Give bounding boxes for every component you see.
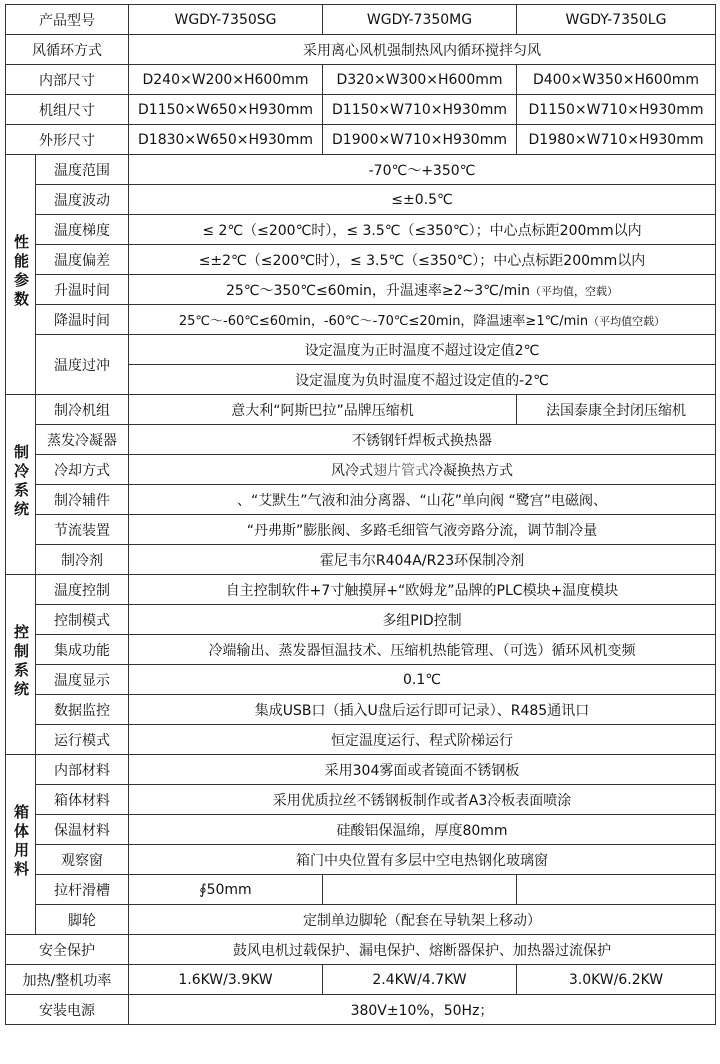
model-lg: WGDY-7350LG bbox=[517, 5, 716, 35]
safety-label: 安全保护 bbox=[6, 935, 129, 965]
temp-range-value: -70℃～+350℃ bbox=[129, 155, 716, 185]
window-value: 箱门中央位置有多层中空电热钢化玻璃窗 bbox=[129, 845, 716, 875]
heat-time-cell bbox=[129, 275, 716, 305]
table-row bbox=[6, 215, 716, 245]
inner-size-sg: D240×W200×H600mm bbox=[129, 65, 323, 95]
cool-time-value: 25℃～-60℃≤60min，-60℃～-70℃≤20min，降温速率≥1℃/min bbox=[178, 314, 589, 329]
cooling-value-c: 冷凝换热方式 bbox=[429, 462, 513, 479]
table-row bbox=[6, 635, 716, 665]
slot-empty-mg bbox=[323, 875, 517, 905]
display-value: 0.1℃ bbox=[129, 665, 716, 695]
group-refrigeration bbox=[6, 395, 36, 575]
table-row bbox=[6, 725, 716, 755]
temp-control-label: 温度控制 bbox=[36, 575, 129, 605]
outer-size-sg: D1830×W650×H930mm bbox=[129, 125, 323, 155]
table-row bbox=[6, 5, 716, 35]
overshoot-line2: 设定温度为负时温度不超过设定值的-2℃ bbox=[129, 365, 716, 395]
run-mode-value: 恒定温度运行、程式阶梯运行 bbox=[129, 725, 716, 755]
table-row bbox=[6, 575, 716, 605]
integration-value: 冷端输出、蒸发器恒温技术、压缩机热能管理、（可选）循环风机变频 bbox=[129, 635, 716, 665]
refrigerant-value: 霍尼韦尔R404A/R23环保制冷剂 bbox=[129, 545, 716, 575]
power-sg: 1.6KW/3.9KW bbox=[129, 965, 323, 995]
table-row bbox=[6, 845, 716, 875]
supply-label: 安装电源 bbox=[6, 995, 129, 1025]
inner-size-mg: D320×W300×H600mm bbox=[323, 65, 517, 95]
refrig-unit-b: 法国泰康全封闭压缩机 bbox=[517, 395, 716, 425]
unit-size-lg: D1150×W710×H930mm bbox=[517, 95, 716, 125]
table-row bbox=[6, 485, 716, 515]
table-row bbox=[6, 515, 716, 545]
cooling-value-b: 翅片管式 bbox=[373, 462, 429, 479]
refrig-unit-a: 意大利“阿斯巴拉”品牌压缩机 bbox=[129, 395, 517, 425]
evaporator-value: 不锈钢钎焊板式换热器 bbox=[129, 425, 716, 455]
outer-size-label: 外形尺寸 bbox=[6, 125, 129, 155]
outer-size-mg: D1900×W710×H930mm bbox=[323, 125, 517, 155]
inner-size-lg: D400×W350×H600mm bbox=[517, 65, 716, 95]
table-row bbox=[6, 305, 716, 335]
table-row bbox=[6, 155, 716, 185]
inner-material-value: 采用304雾面或者镜面不锈钢板 bbox=[129, 755, 716, 785]
outer-size-lg: D1980×W710×H930mm bbox=[517, 125, 716, 155]
slot-empty-lg bbox=[517, 875, 716, 905]
group-materials-label: 箱体用料 bbox=[12, 803, 30, 880]
table-row bbox=[6, 545, 716, 575]
monitoring-label: 数据监控 bbox=[36, 695, 129, 725]
accessories-label: 制冷辅件 bbox=[36, 485, 129, 515]
unit-size-label: 机组尺寸 bbox=[6, 95, 129, 125]
overshoot-line1: 设定温度为正时温度不超过设定值2℃ bbox=[129, 335, 716, 365]
accessories-value: 、“艾默生”气液和油分离器、“山花”单向阀 “鹭宫”电磁阀、 bbox=[129, 485, 716, 515]
group-refrigeration-label: 制冷系统 bbox=[12, 443, 30, 520]
circulation-label: 风循环方式 bbox=[6, 35, 129, 65]
heat-time-value: 25℃～350℃≤60min，升温速率≥2~3℃/min bbox=[225, 282, 531, 299]
temp-fluct-label: 温度波动 bbox=[36, 185, 129, 215]
table-row bbox=[6, 965, 716, 995]
temp-range-label: 温度范围 bbox=[36, 155, 129, 185]
table-row bbox=[6, 755, 716, 785]
model-label: 产品型号 bbox=[6, 5, 129, 35]
insulation-value: 硅酸铝保温绵，厚度80mm bbox=[129, 815, 716, 845]
table-row bbox=[6, 905, 716, 935]
group-materials bbox=[6, 755, 36, 935]
cool-time-note: （平均值空载） bbox=[588, 315, 666, 328]
caster-value: 定制单边脚轮（配套在导轨架上移动） bbox=[129, 905, 716, 935]
power-label: 加热/整机功率 bbox=[6, 965, 129, 995]
control-mode-label: 控制模式 bbox=[36, 605, 129, 635]
slot-label: 拉杆滑槽 bbox=[36, 875, 129, 905]
table-row bbox=[6, 995, 716, 1025]
table-row bbox=[6, 275, 716, 305]
group-performance bbox=[6, 155, 36, 395]
temp-gradient-value: ≤ 2℃（≤200℃时），≤ 3.5℃（≤350℃）；中心点标距200mm以内 bbox=[129, 215, 716, 245]
table-row bbox=[6, 455, 716, 485]
caster-label: 脚轮 bbox=[36, 905, 129, 935]
box-material-value: 采用优质拉丝不锈钢板制作或者A3冷板表面喷涂 bbox=[129, 785, 716, 815]
display-label: 温度显示 bbox=[36, 665, 129, 695]
refrig-unit-label: 制冷机组 bbox=[36, 395, 129, 425]
temp-deviation-label: 温度偏差 bbox=[36, 245, 129, 275]
table-row bbox=[6, 425, 716, 455]
table-row bbox=[6, 395, 716, 425]
temp-control-value: 自主控制软件+7寸触摸屏+“欧姆龙”品牌的PLC模块+温度模块 bbox=[129, 575, 716, 605]
heat-time-note: （平均值，空载） bbox=[530, 284, 619, 298]
integration-label: 集成功能 bbox=[36, 635, 129, 665]
heat-time-label: 升温时间 bbox=[36, 275, 129, 305]
table-row bbox=[6, 665, 716, 695]
throttle-label: 节流装置 bbox=[36, 515, 129, 545]
table-row bbox=[6, 95, 716, 125]
control-mode-value: 多组PID控制 bbox=[129, 605, 716, 635]
spec-table bbox=[5, 4, 716, 1025]
cool-time-label: 降温时间 bbox=[36, 305, 129, 335]
table-row bbox=[6, 245, 716, 275]
inner-size-label: 内部尺寸 bbox=[6, 65, 129, 95]
temp-fluct-value: ≤±0.5℃ bbox=[129, 185, 716, 215]
cooling-label: 冷却方式 bbox=[36, 455, 129, 485]
group-control-label: 控制系统 bbox=[12, 623, 30, 700]
table-row bbox=[6, 875, 716, 905]
inner-material-label: 内部材料 bbox=[36, 755, 129, 785]
model-sg: WGDY-7350SG bbox=[129, 5, 323, 35]
table-row bbox=[6, 695, 716, 725]
table-row bbox=[6, 785, 716, 815]
temp-gradient-label: 温度梯度 bbox=[36, 215, 129, 245]
slot-value: ∮50mm bbox=[129, 875, 323, 905]
table-row bbox=[6, 335, 716, 365]
box-material-label: 箱体材料 bbox=[36, 785, 129, 815]
evaporator-label: 蒸发冷凝器 bbox=[36, 425, 129, 455]
refrigerant-label: 制冷剂 bbox=[36, 545, 129, 575]
table-row bbox=[6, 815, 716, 845]
cooling-cell bbox=[129, 455, 716, 485]
table-row bbox=[6, 605, 716, 635]
cooling-value-a: 风冷式 bbox=[331, 462, 373, 479]
unit-size-sg: D1150×W650×H930mm bbox=[129, 95, 323, 125]
run-mode-label: 运行模式 bbox=[36, 725, 129, 755]
monitoring-value: 集成USB口（插入U盘后运行即可记录）、R485通讯口 bbox=[129, 695, 716, 725]
table-row bbox=[6, 935, 716, 965]
table-row bbox=[6, 185, 716, 215]
table-row bbox=[6, 65, 716, 95]
power-mg: 2.4KW/4.7KW bbox=[323, 965, 517, 995]
group-performance-label: 性能参数 bbox=[12, 233, 30, 310]
temp-deviation-value: ≤±2℃（≤200℃时），≤ 3.5℃（≤350℃）；中心点标距200mm以内 bbox=[129, 245, 716, 275]
cool-time-cell bbox=[129, 305, 716, 335]
circulation-value: 采用离心风机强制热风内循环搅拌匀风 bbox=[129, 35, 716, 65]
throttle-value: “丹弗斯”膨胀阀、多路毛细管气液旁路分流，调节制冷量 bbox=[129, 515, 716, 545]
model-mg: WGDY-7350MG bbox=[323, 5, 517, 35]
window-label: 观察窗 bbox=[36, 845, 129, 875]
safety-value: 鼓风电机过载保护、漏电保护、熔断器保护、加热器过流保护 bbox=[129, 935, 716, 965]
group-control bbox=[6, 575, 36, 755]
table-row bbox=[6, 125, 716, 155]
insulation-label: 保温材料 bbox=[36, 815, 129, 845]
unit-size-mg: D1150×W710×H930mm bbox=[323, 95, 517, 125]
overshoot-label: 温度过冲 bbox=[36, 335, 129, 395]
table-row bbox=[6, 35, 716, 65]
supply-value: 380V±10%，50Hz； bbox=[129, 995, 716, 1025]
power-lg: 3.0KW/6.2KW bbox=[517, 965, 716, 995]
